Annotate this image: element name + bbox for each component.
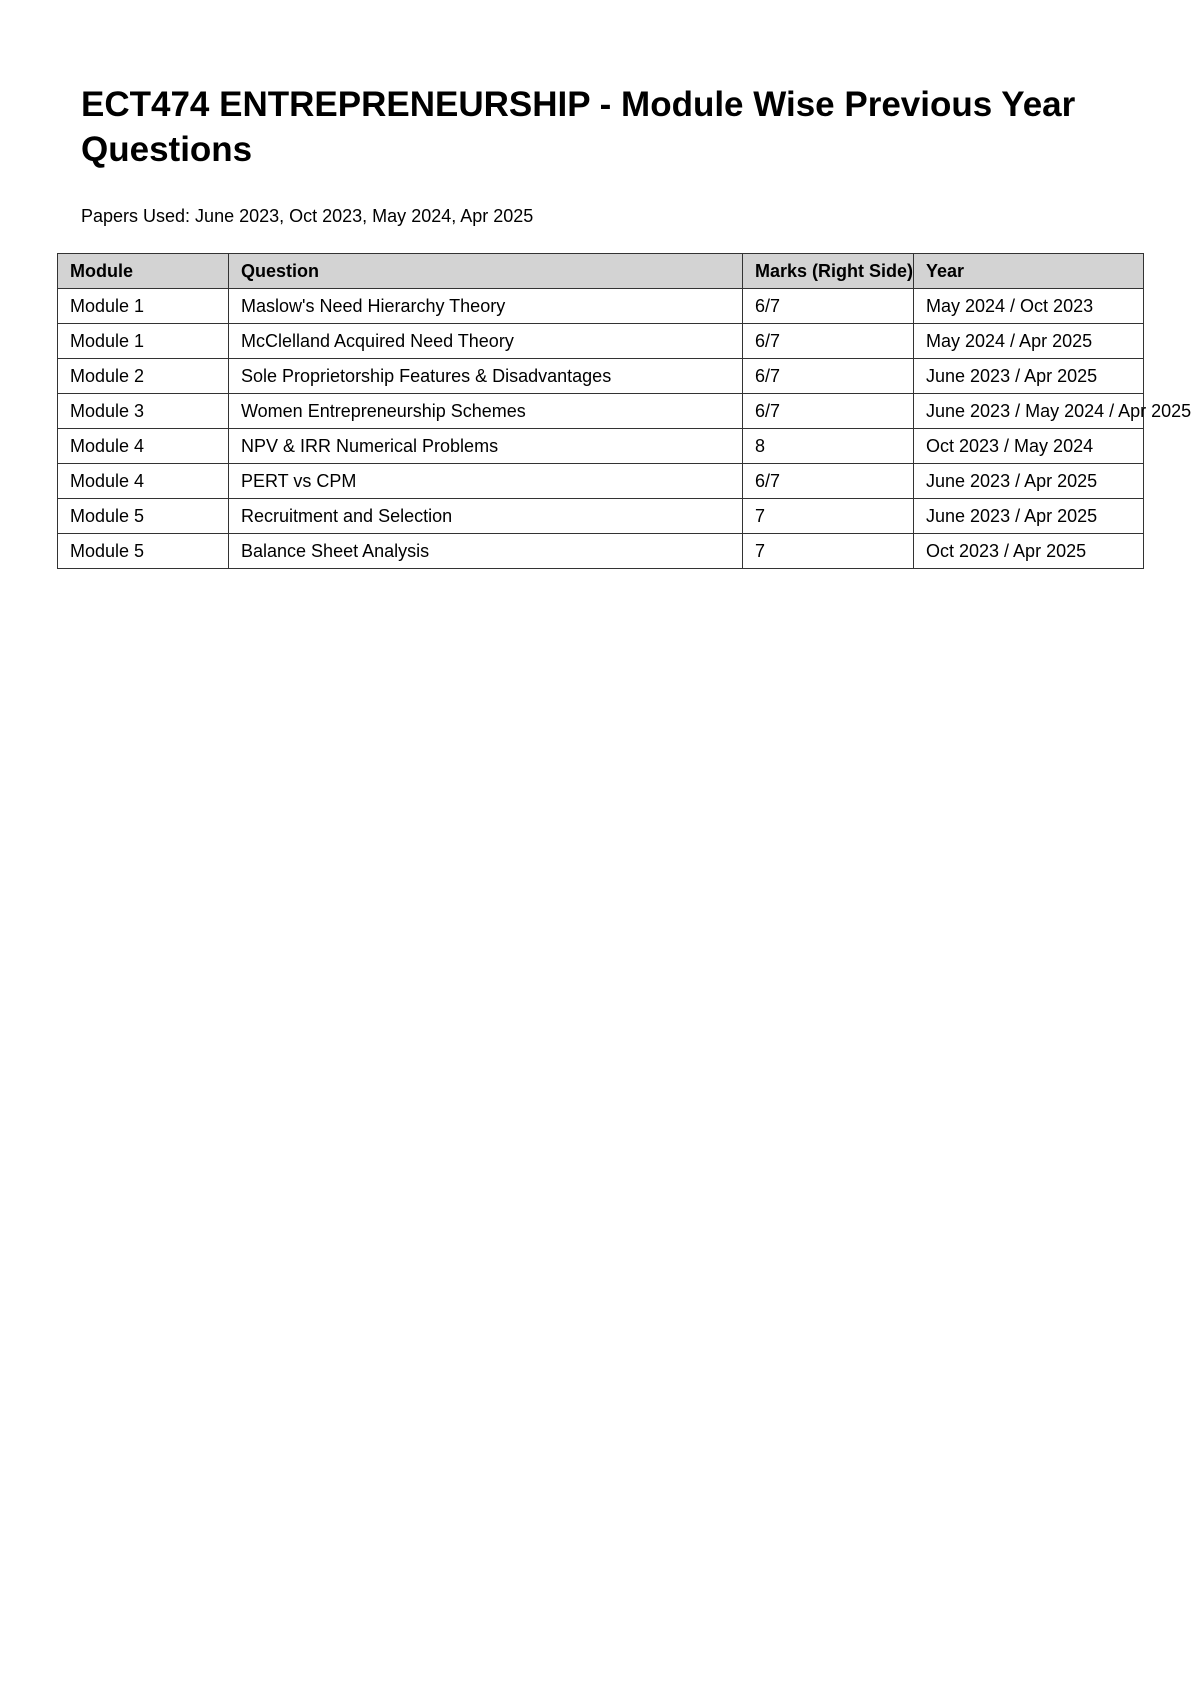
year-cell: May 2024 / Oct 2023 xyxy=(914,289,1144,324)
year-cell: May 2024 / Apr 2025 xyxy=(914,324,1144,359)
year-cell: Oct 2023 / May 2024 xyxy=(914,429,1144,464)
marks-cell: 6/7 xyxy=(743,464,914,499)
year-cell: June 2023 / May 2024 / Apr 2025 xyxy=(914,394,1144,429)
marks-cell: 6/7 xyxy=(743,359,914,394)
header-year: Year xyxy=(914,254,1144,289)
module-cell: Module 4 xyxy=(58,464,229,499)
table-header-row xyxy=(58,254,1144,289)
marks-cell: 6/7 xyxy=(743,289,914,324)
header-module: Module xyxy=(58,254,229,289)
table-row xyxy=(58,499,1144,534)
module-cell: Module 3 xyxy=(58,394,229,429)
document-title: ECT474 ENTREPRENEURSHIP - Module Wise Previous Year Questions xyxy=(81,85,1076,169)
question-cell: Women Entrepreneurship Schemes xyxy=(229,394,743,429)
year-cell: June 2023 / Apr 2025 xyxy=(914,464,1144,499)
year-cell: June 2023 / Apr 2025 xyxy=(914,499,1144,534)
question-cell: McClelland Acquired Need Theory xyxy=(229,324,743,359)
table-row xyxy=(58,429,1144,464)
header-question: Question xyxy=(229,254,743,289)
question-cell: Recruitment and Selection xyxy=(229,499,743,534)
module-cell: Module 2 xyxy=(58,359,229,394)
table-row xyxy=(58,534,1144,569)
table-row xyxy=(58,289,1144,324)
year-cell: Oct 2023 / Apr 2025 xyxy=(914,534,1144,569)
module-cell: Module 5 xyxy=(58,499,229,534)
module-cell: Module 1 xyxy=(58,289,229,324)
module-cell: Module 4 xyxy=(58,429,229,464)
table-row xyxy=(58,359,1144,394)
marks-cell: 6/7 xyxy=(743,394,914,429)
header-marks: Marks (Right Side) xyxy=(743,254,914,289)
papers-used: Papers Used: June 2023, Oct 2023, May 2024, Apr 2025 xyxy=(81,206,534,226)
question-cell: Sole Proprietorship Features & Disadvantages xyxy=(229,359,743,394)
question-cell: PERT vs CPM xyxy=(229,464,743,499)
question-cell: Maslow's Need Hierarchy Theory xyxy=(229,289,743,324)
year-cell: June 2023 / Apr 2025 xyxy=(914,359,1144,394)
marks-cell: 7 xyxy=(743,534,914,569)
module-cell: Module 5 xyxy=(58,534,229,569)
table-row xyxy=(58,324,1144,359)
table-row xyxy=(58,464,1144,499)
table-row xyxy=(58,394,1144,429)
questions-table xyxy=(57,253,1192,569)
marks-cell: 8 xyxy=(743,429,914,464)
question-cell: NPV & IRR Numerical Problems xyxy=(229,429,743,464)
marks-cell: 7 xyxy=(743,499,914,534)
question-cell: Balance Sheet Analysis xyxy=(229,534,743,569)
marks-cell: 6/7 xyxy=(743,324,914,359)
module-cell: Module 1 xyxy=(58,324,229,359)
